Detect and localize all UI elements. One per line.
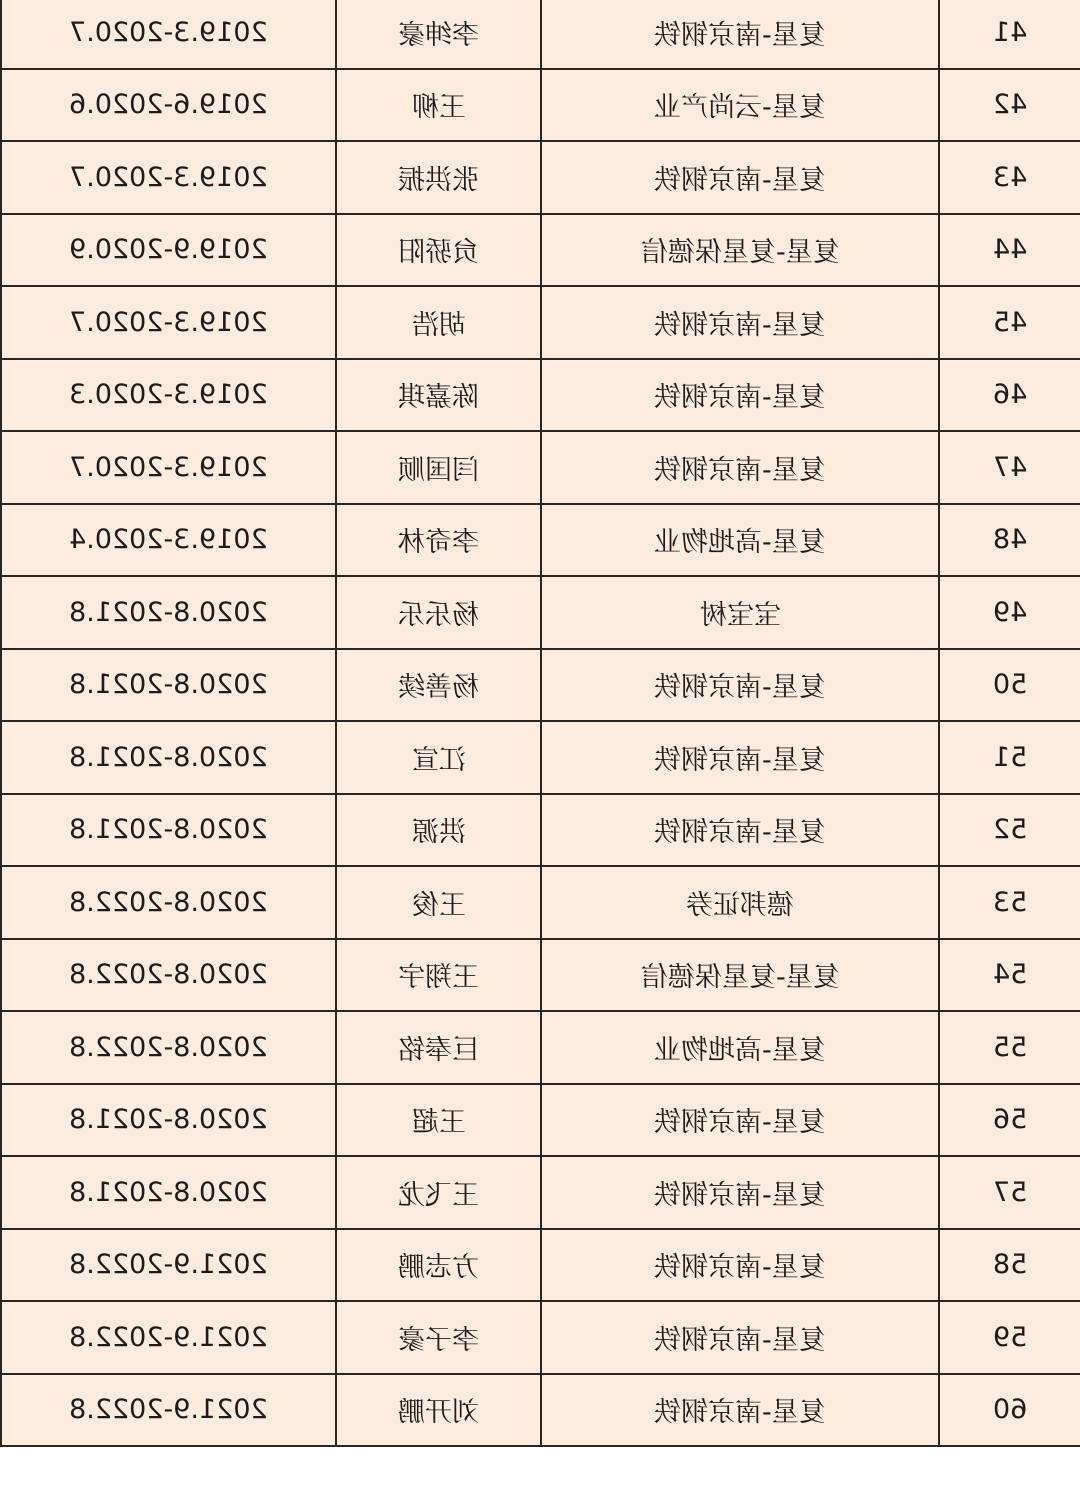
cell-number bbox=[939, 1156, 1080, 1229]
cell-number-text: 42 bbox=[992, 89, 1028, 121]
cell-period bbox=[1, 1374, 336, 1447]
table-row bbox=[1, 649, 1080, 722]
cell-number-text: 43 bbox=[992, 161, 1028, 193]
table-row bbox=[1, 214, 1080, 287]
cell-organization bbox=[541, 939, 939, 1012]
table-row bbox=[1, 576, 1080, 649]
cell-number-text: 59 bbox=[992, 1321, 1028, 1353]
cell-period bbox=[1, 649, 336, 722]
table-row bbox=[1, 1011, 1080, 1084]
cell-period-text: 2019.3-2020.7 bbox=[69, 16, 268, 48]
cell-period-text: 2019.3-2020.4 bbox=[69, 524, 268, 556]
cell-number-text: 51 bbox=[992, 741, 1028, 773]
cell-period-text: 2020.8-2022.8 bbox=[69, 1031, 268, 1063]
cell-organization bbox=[541, 1084, 939, 1157]
cell-organization-text: 复星-南京钢铁 bbox=[654, 817, 826, 849]
table-row bbox=[1, 0, 1080, 69]
cell-organization bbox=[541, 866, 939, 939]
cell-organization bbox=[541, 69, 939, 142]
cell-name-text: 李绅豪 bbox=[398, 19, 479, 51]
cell-period-text: 2020.8-2022.8 bbox=[69, 959, 268, 991]
cell-period bbox=[1, 1156, 336, 1229]
cell-organization bbox=[541, 576, 939, 649]
cell-period-text: 2019.3-2020.3 bbox=[69, 379, 268, 411]
cell-name-text: 王超 bbox=[411, 1107, 466, 1139]
cell-period-text: 2019.9-2020.9 bbox=[69, 234, 268, 266]
cell-organization-text: 复星-南京钢铁 bbox=[654, 19, 826, 51]
cell-name-text: 王柳 bbox=[411, 92, 466, 124]
cell-period bbox=[1, 69, 336, 142]
cell-period-text: 2020.8-2021.8 bbox=[69, 1104, 268, 1136]
cell-period-text: 2020.8-2021.8 bbox=[69, 1176, 268, 1208]
cell-number-text: 53 bbox=[992, 886, 1028, 918]
cell-period-text: 2019.3-2020.7 bbox=[69, 451, 268, 483]
cell-period-text: 2020.8-2021.8 bbox=[69, 741, 268, 773]
cell-name-text: 胡浩 bbox=[411, 309, 466, 341]
cell-number bbox=[939, 1374, 1080, 1447]
cell-organization bbox=[541, 1374, 939, 1447]
cell-number-text: 54 bbox=[992, 959, 1028, 991]
cell-number-text: 60 bbox=[992, 1394, 1028, 1426]
cell-organization-text: 复星-南京钢铁 bbox=[654, 454, 826, 486]
cell-name bbox=[336, 0, 541, 69]
cell-organization-text: 复星-南京钢铁 bbox=[654, 1397, 826, 1429]
table-row bbox=[1, 1301, 1080, 1374]
cell-period bbox=[1, 214, 336, 287]
cell-organization-text: 复星-高地物业 bbox=[654, 1034, 826, 1066]
cell-name-text: 洪源 bbox=[411, 817, 466, 849]
cell-name-text: 贠骄阳 bbox=[398, 237, 479, 269]
roster-table-body bbox=[1, 0, 1080, 1446]
cell-organization-text: 复星-复星保德信 bbox=[640, 962, 840, 994]
cell-organization bbox=[541, 141, 939, 214]
cell-name-text: 陈嘉琪 bbox=[398, 382, 479, 414]
cell-period-text: 2020.8-2022.8 bbox=[69, 886, 268, 918]
cell-name bbox=[336, 866, 541, 939]
cell-number-text: 46 bbox=[992, 379, 1028, 411]
cell-name bbox=[336, 1229, 541, 1302]
cell-number-text: 55 bbox=[992, 1031, 1028, 1063]
cell-name bbox=[336, 939, 541, 1012]
table-row bbox=[1, 69, 1080, 142]
cell-number-text: 47 bbox=[992, 451, 1028, 483]
table-row bbox=[1, 794, 1080, 867]
cell-name bbox=[336, 214, 541, 287]
cell-organization-text: 复星-南京钢铁 bbox=[654, 309, 826, 341]
table-row bbox=[1, 1374, 1080, 1447]
cell-name bbox=[336, 576, 541, 649]
cell-period-text: 2020.8-2021.8 bbox=[69, 814, 268, 846]
cell-period bbox=[1, 1084, 336, 1157]
cell-period bbox=[1, 1229, 336, 1302]
cell-organization-text: 复星-复星保德信 bbox=[640, 237, 840, 269]
cell-number-text: 58 bbox=[992, 1249, 1028, 1281]
cell-name-text: 王飞龙 bbox=[398, 1179, 479, 1211]
cell-organization-text: 复星-南京钢铁 bbox=[654, 1107, 826, 1139]
cell-period bbox=[1, 359, 336, 432]
cell-period bbox=[1, 1011, 336, 1084]
cell-name bbox=[336, 69, 541, 142]
table-row bbox=[1, 1229, 1080, 1302]
cell-name bbox=[336, 286, 541, 359]
cell-organization bbox=[541, 431, 939, 504]
cell-name-text: 杨乐乐 bbox=[398, 599, 479, 631]
cell-number bbox=[939, 866, 1080, 939]
cell-name-text: 王翔宇 bbox=[398, 962, 479, 994]
cell-period bbox=[1, 286, 336, 359]
cell-number-text: 45 bbox=[992, 306, 1028, 338]
cell-name bbox=[336, 649, 541, 722]
cell-organization-text: 复星-南京钢铁 bbox=[654, 672, 826, 704]
cell-name-text: 张洪振 bbox=[398, 164, 479, 196]
cell-organization bbox=[541, 1156, 939, 1229]
table-row bbox=[1, 721, 1080, 794]
table-row bbox=[1, 939, 1080, 1012]
cell-organization-text: 复星-南京钢铁 bbox=[654, 744, 826, 776]
cell-name-text: 王俊 bbox=[411, 889, 466, 921]
cell-number bbox=[939, 69, 1080, 142]
cell-organization bbox=[541, 1301, 939, 1374]
cell-period bbox=[1, 794, 336, 867]
cell-name bbox=[336, 1374, 541, 1447]
cell-name bbox=[336, 1011, 541, 1084]
cell-number-text: 57 bbox=[992, 1176, 1028, 1208]
table-row bbox=[1, 866, 1080, 939]
cell-period-text: 2019.3-2020.7 bbox=[69, 161, 268, 193]
table-row bbox=[1, 141, 1080, 214]
cell-period-text: 2020.8-2021.8 bbox=[69, 596, 268, 628]
cell-number-text: 41 bbox=[992, 16, 1028, 48]
cell-name bbox=[336, 359, 541, 432]
cell-organization-text: 复星-南京钢铁 bbox=[654, 164, 826, 196]
cell-number bbox=[939, 576, 1080, 649]
cell-number-text: 56 bbox=[992, 1104, 1028, 1136]
cell-organization-text: 复星-云尚产业 bbox=[654, 92, 826, 124]
cell-number bbox=[939, 504, 1080, 577]
cell-period bbox=[1, 721, 336, 794]
cell-number bbox=[939, 1011, 1080, 1084]
cell-name bbox=[336, 504, 541, 577]
cell-number bbox=[939, 214, 1080, 287]
cell-number bbox=[939, 939, 1080, 1012]
cell-period-text: 2021.9-2022.8 bbox=[69, 1249, 268, 1281]
cell-period-text: 2020.8-2021.8 bbox=[69, 669, 268, 701]
cell-organization-text: 复星-南京钢铁 bbox=[654, 1324, 826, 1356]
cell-organization bbox=[541, 0, 939, 69]
cell-organization-text: 德邦证券 bbox=[686, 889, 794, 921]
cell-name bbox=[336, 141, 541, 214]
cell-name bbox=[336, 1084, 541, 1157]
cell-number-text: 50 bbox=[992, 669, 1028, 701]
cell-organization bbox=[541, 214, 939, 287]
cell-name-text: 李子豪 bbox=[398, 1324, 479, 1356]
cell-organization bbox=[541, 794, 939, 867]
cell-organization bbox=[541, 1229, 939, 1302]
cell-name bbox=[336, 431, 541, 504]
cell-name-text: 李奇林 bbox=[398, 527, 479, 559]
cell-name-text: 刘开鹏 bbox=[398, 1397, 479, 1429]
cell-period-text: 2019.6-2020.6 bbox=[69, 89, 268, 121]
table-row bbox=[1, 1084, 1080, 1157]
cell-number bbox=[939, 721, 1080, 794]
cell-organization-text: 复星-南京钢铁 bbox=[654, 1179, 826, 1211]
cell-number bbox=[939, 141, 1080, 214]
table-row bbox=[1, 504, 1080, 577]
cell-period-text: 2019.3-2020.7 bbox=[69, 306, 268, 338]
cell-name bbox=[336, 1301, 541, 1374]
cell-period-text: 2021.9-2022.8 bbox=[69, 1321, 268, 1353]
cell-organization bbox=[541, 649, 939, 722]
cell-name-text: 巨奉铭 bbox=[398, 1034, 479, 1066]
cell-period bbox=[1, 576, 336, 649]
cell-organization bbox=[541, 721, 939, 794]
cell-name bbox=[336, 1156, 541, 1229]
cell-organization-text: 复星-高地物业 bbox=[654, 527, 826, 559]
cell-organization-text: 宝宝树 bbox=[699, 599, 781, 631]
cell-organization-text: 复星-南京钢铁 bbox=[654, 1252, 826, 1284]
cell-period bbox=[1, 939, 336, 1012]
cell-number-text: 44 bbox=[992, 234, 1028, 266]
cell-number bbox=[939, 359, 1080, 432]
cell-period-text: 2021.9-2022.8 bbox=[69, 1394, 268, 1426]
cell-organization bbox=[541, 504, 939, 577]
cell-number bbox=[939, 649, 1080, 722]
cell-number bbox=[939, 431, 1080, 504]
cell-number-text: 49 bbox=[992, 596, 1028, 628]
cell-number bbox=[939, 286, 1080, 359]
table-row bbox=[1, 359, 1080, 432]
cell-period bbox=[1, 1301, 336, 1374]
table-row bbox=[1, 431, 1080, 504]
cell-name-text: 江宣 bbox=[411, 744, 466, 776]
cell-name-text: 杨善续 bbox=[398, 672, 479, 704]
cell-period bbox=[1, 504, 336, 577]
cell-organization bbox=[541, 359, 939, 432]
cell-name bbox=[336, 721, 541, 794]
cell-number-text: 48 bbox=[992, 524, 1028, 556]
cell-number bbox=[939, 1301, 1080, 1374]
cell-number bbox=[939, 1229, 1080, 1302]
cell-organization bbox=[541, 1011, 939, 1084]
table-row bbox=[1, 1156, 1080, 1229]
cell-name-text: 闫国顺 bbox=[398, 454, 479, 486]
cell-number bbox=[939, 0, 1080, 69]
cell-period bbox=[1, 0, 336, 69]
cell-number bbox=[939, 1084, 1080, 1157]
cell-period bbox=[1, 431, 336, 504]
cell-number-text: 52 bbox=[992, 814, 1028, 846]
cell-organization bbox=[541, 286, 939, 359]
cell-organization-text: 复星-南京钢铁 bbox=[654, 382, 826, 414]
cell-name-text: 方志鹏 bbox=[398, 1252, 479, 1284]
cell-name bbox=[336, 794, 541, 867]
cell-number bbox=[939, 794, 1080, 867]
cell-period bbox=[1, 866, 336, 939]
cell-period bbox=[1, 141, 336, 214]
table-row bbox=[1, 286, 1080, 359]
